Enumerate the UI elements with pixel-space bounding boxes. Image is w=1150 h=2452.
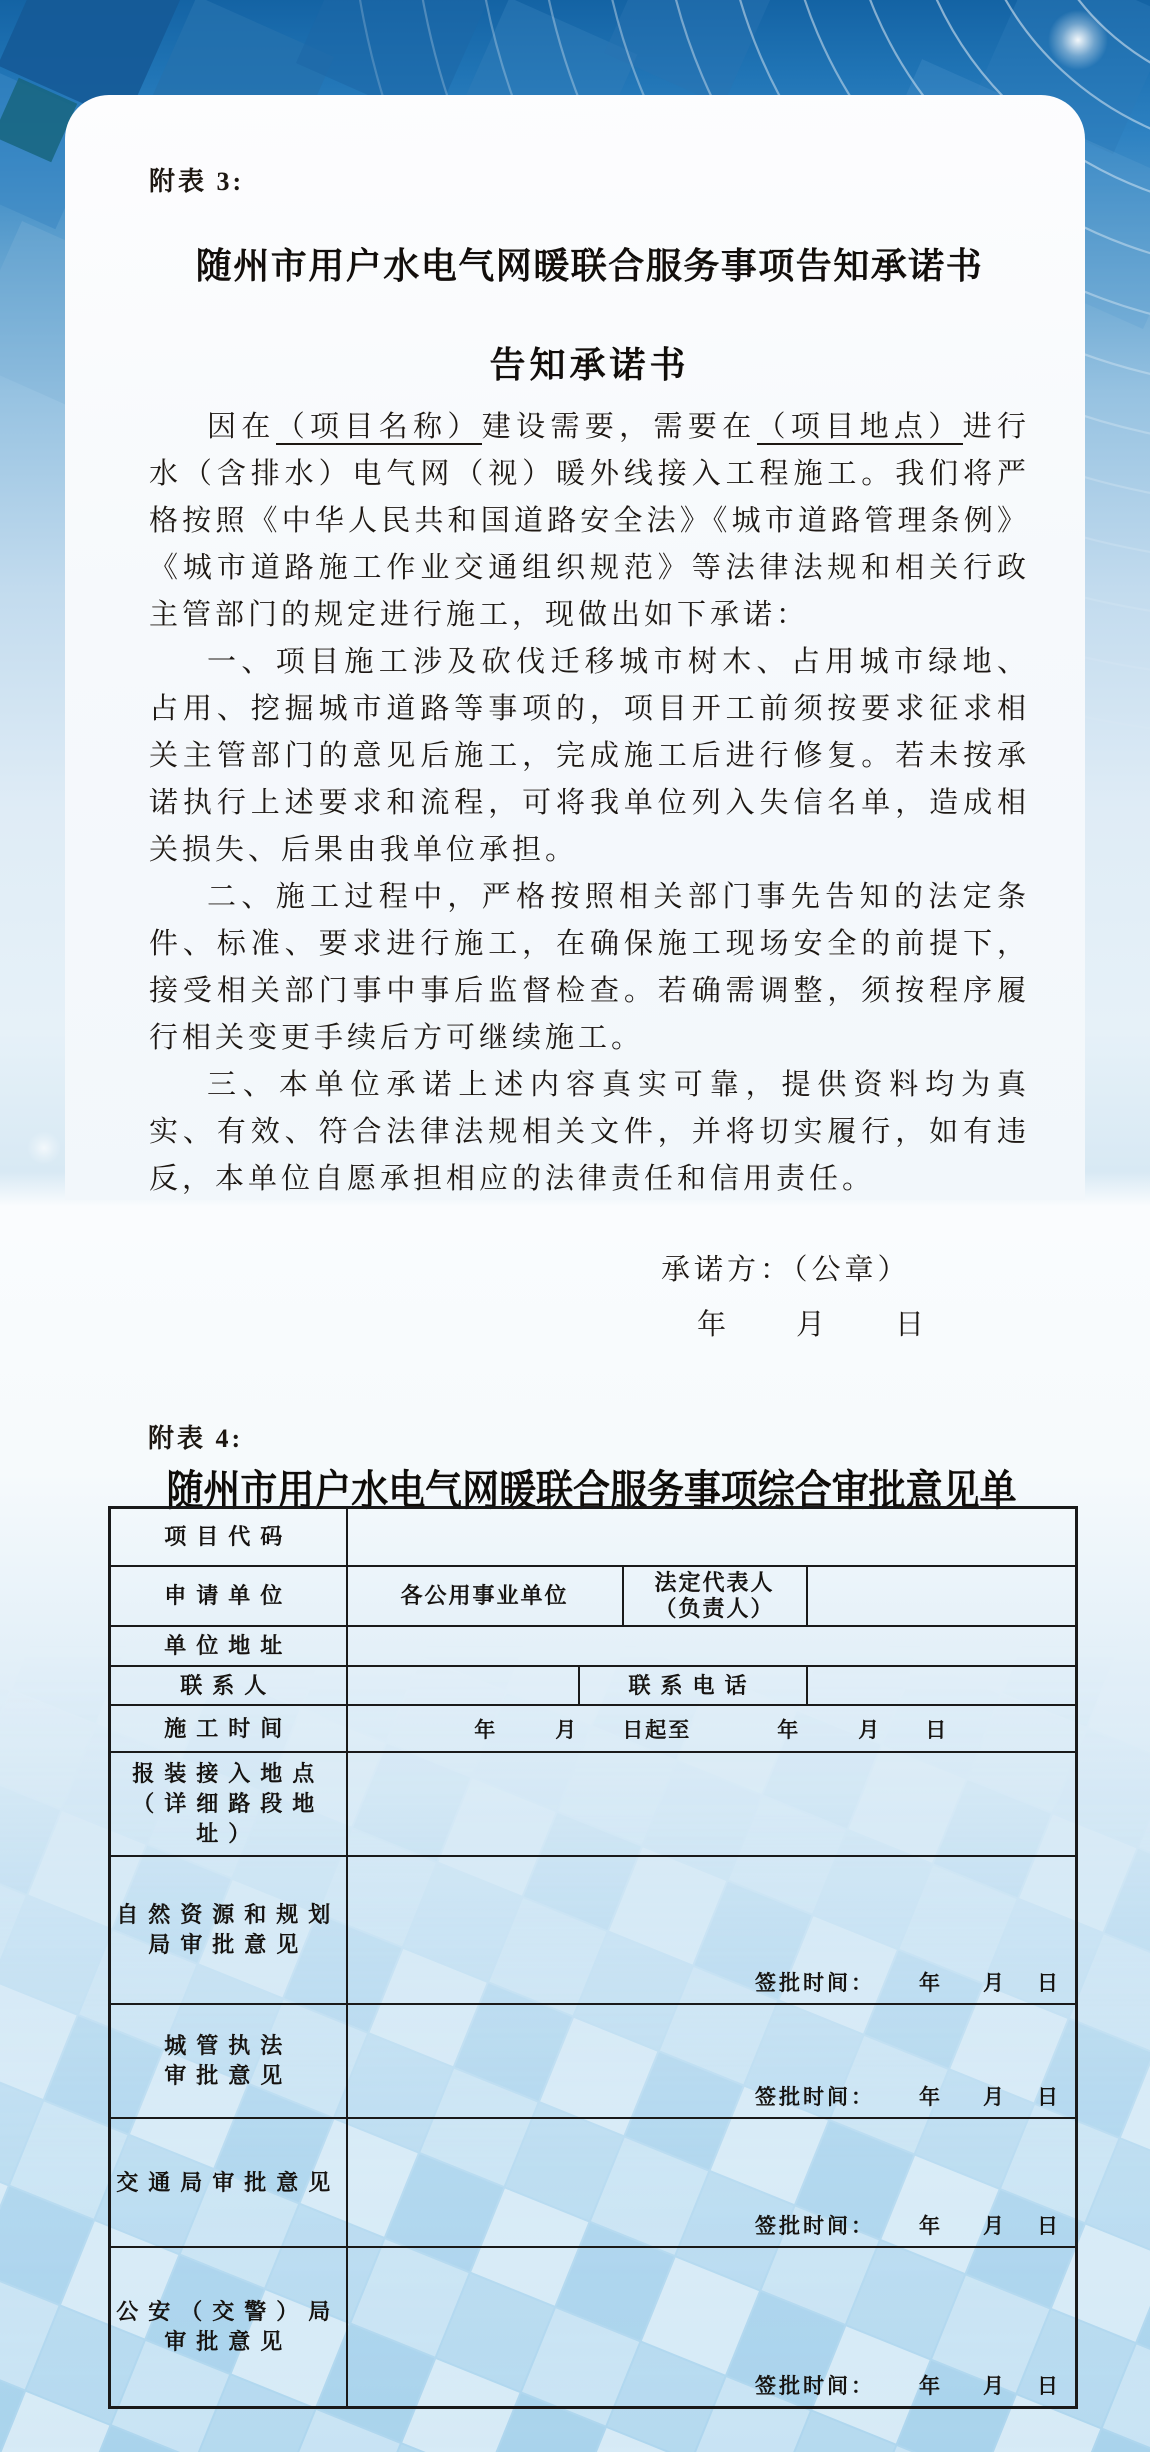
table-row [110,1666,1077,1705]
time-y1: 年 [474,1717,498,1742]
stamp-month: 月 [983,2214,1007,2238]
paragraph-intro [149,404,1030,639]
project-code-label: 项目代码 [110,1508,347,1567]
table-row [110,2004,1077,2118]
stamp-time-label: 签批时间： [755,2374,875,2398]
applicant-label: 申请单位 [110,1566,347,1626]
stamp-year: 年 [919,2085,943,2109]
contact-input-cell[interactable] [347,1666,579,1705]
paragraph-commitment-3: 三、本单位承诺上述内容真实可靠，提供资料均为真实、有效、符合法律法规相关文件，并将切实履行，如有违反，本单位自愿承担相应的法律责任和信用责任。 [149,1069,1030,1195]
commitment-letter-subtitle: 告知承诺书 [489,345,690,385]
legal-representative-input-cell[interactable] [807,1566,1077,1626]
attachment3-label: 附表 3: [149,167,245,196]
project-code-input-cell[interactable] [347,1508,1077,1567]
time-d2: 日 [925,1717,949,1742]
time-y2: 年 [777,1717,801,1742]
address-input-cell[interactable] [347,1626,1077,1666]
address-label: 单位地址 [110,1626,347,1666]
approval-label-line2: 审批意见 [164,2063,293,2088]
commitment-letter-title: 随州市用户水电气网暖联合服务事项告知承诺书 [195,246,984,286]
construction-time-input-cell[interactable] [347,1705,1077,1752]
signature-block [661,1247,1030,1343]
stamp-time-line [755,2210,1061,2240]
approval-label-line2: 审批意见 [164,2329,293,2354]
stamp-time-line [755,2370,1061,2400]
sign-month-label: 月 [796,1309,830,1341]
stamp-day: 日 [1037,1971,1061,1995]
stamp-day: 日 [1037,2374,1061,2398]
attachment4-label: 附表 4: [148,1424,244,1453]
stamp-day: 日 [1037,2214,1061,2238]
stamp-time-label: 签批时间： [755,1971,875,1995]
urban-management-bureau-label [110,2004,347,2118]
natural-resources-opinion-cell[interactable] [347,1856,1077,2004]
stamp-year: 年 [919,2374,943,2398]
approval-label-line1: 公安（交警）局 [116,2299,341,2324]
time-m1: 月 [555,1717,579,1742]
contact-label: 联系人 [110,1666,347,1705]
table-row [110,1626,1077,1666]
stamp-time-label: 签批时间： [755,2085,875,2109]
table-row [110,1566,1077,1626]
time-d1: 日起至 [622,1717,692,1742]
urban-management-opinion-cell[interactable] [347,2004,1077,2118]
table-row [110,1508,1077,1567]
stamp-year: 年 [919,1971,943,1995]
project-location-blank: （项目地点） [756,411,963,443]
sign-year-label: 年 [697,1309,731,1341]
commitment-letter-card [65,95,1085,1341]
stamp-year: 年 [919,2214,943,2238]
promisor-seal-line: 承诺方：（公章） [661,1254,911,1286]
commitment-body [149,404,1030,1203]
transport-bureau-label [110,2118,347,2247]
stamp-time-line [755,2081,1061,2111]
intro-text: 进行水（含排水）电气网（视）暖外线接入工程施工。我们将严格按照《中华人民共和国道路安全法》《城市道路管理条例》《城市道路施工作业交通组织规范》等法律法规和相关行政主管部门的规定进行施工，现做出如下承诺： [149,411,1030,631]
stamp-time-label: 签批时间： [755,2214,875,2238]
stamp-month: 月 [983,1971,1007,1995]
table-row [110,1856,1077,2004]
natural-resources-bureau-label [110,1856,347,2004]
table-row [110,2247,1077,2408]
install-location-line2: （详细路段地址） [132,1791,325,1846]
police-traffic-bureau-label [110,2247,347,2408]
intro-text: 因在 [207,411,276,443]
stamp-month: 月 [983,2085,1007,2109]
construction-time-blank-line [348,1714,1076,1744]
stamp-time-line [755,1967,1061,1997]
approval-table [108,1506,1078,2409]
transport-bureau-opinion-cell[interactable] [347,2118,1077,2247]
approval-form-title: 随州市用户水电气网暖联合服务事项综合审批意见单 [166,1469,1017,1515]
phone-input-cell[interactable] [807,1666,1077,1705]
stamp-month: 月 [983,2374,1007,2398]
table-row [110,2118,1077,2247]
install-location-line1: 报装接入地点 [132,1761,325,1786]
approval-label-line1: 城管执法 [164,2033,293,2058]
project-name-blank: （项目名称） [275,411,482,443]
install-location-label [110,1752,347,1856]
install-location-input-cell[interactable] [347,1752,1077,1856]
intro-text: 建设需要，需要在 [481,411,757,443]
police-traffic-opinion-cell[interactable] [347,2247,1077,2408]
stamp-day: 日 [1037,2085,1061,2109]
phone-label: 联系电话 [579,1666,807,1705]
legal-rep-line2: （负责人） [654,1596,775,1621]
table-row [110,1752,1077,1856]
applicant-value: 各公用事业单位 [347,1566,623,1626]
time-m2: 月 [858,1717,882,1742]
approval-label-line1: 自然资源和规划 [116,1902,341,1927]
legal-representative-label [623,1566,807,1626]
paragraph-commitment-1: 一、项目施工涉及砍伐迁移城市树木、占用城市绿地、占用、挖掘城市道路等事项的，项目开工前须按要求征求相关主管部门的意见后施工，完成施工后进行修复。若未按承诺执行上述要求和流程，可将我单位列入失信名单，造成相关损失、后果由我单位承担。 [149,646,1030,866]
approval-label-line2: 局审批意见 [148,1932,309,1957]
sign-day-label: 日 [895,1309,929,1341]
construction-time-label: 施工时间 [110,1705,347,1752]
legal-rep-line1: 法定代表人 [654,1570,775,1595]
approval-label-line1: 交通局审批意见 [116,2169,341,2195]
table-row [110,1705,1077,1752]
signature-date-line [661,1302,1030,1343]
paragraph-commitment-2: 二、施工过程中，严格按照相关部门事先告知的法定条件、标准、要求进行施工，在确保施工现场安全的前提下，接受相关部门事中事后监督检查。若确需调整，须按程序履行相关变更手续后方可继续施工。 [149,881,1030,1054]
